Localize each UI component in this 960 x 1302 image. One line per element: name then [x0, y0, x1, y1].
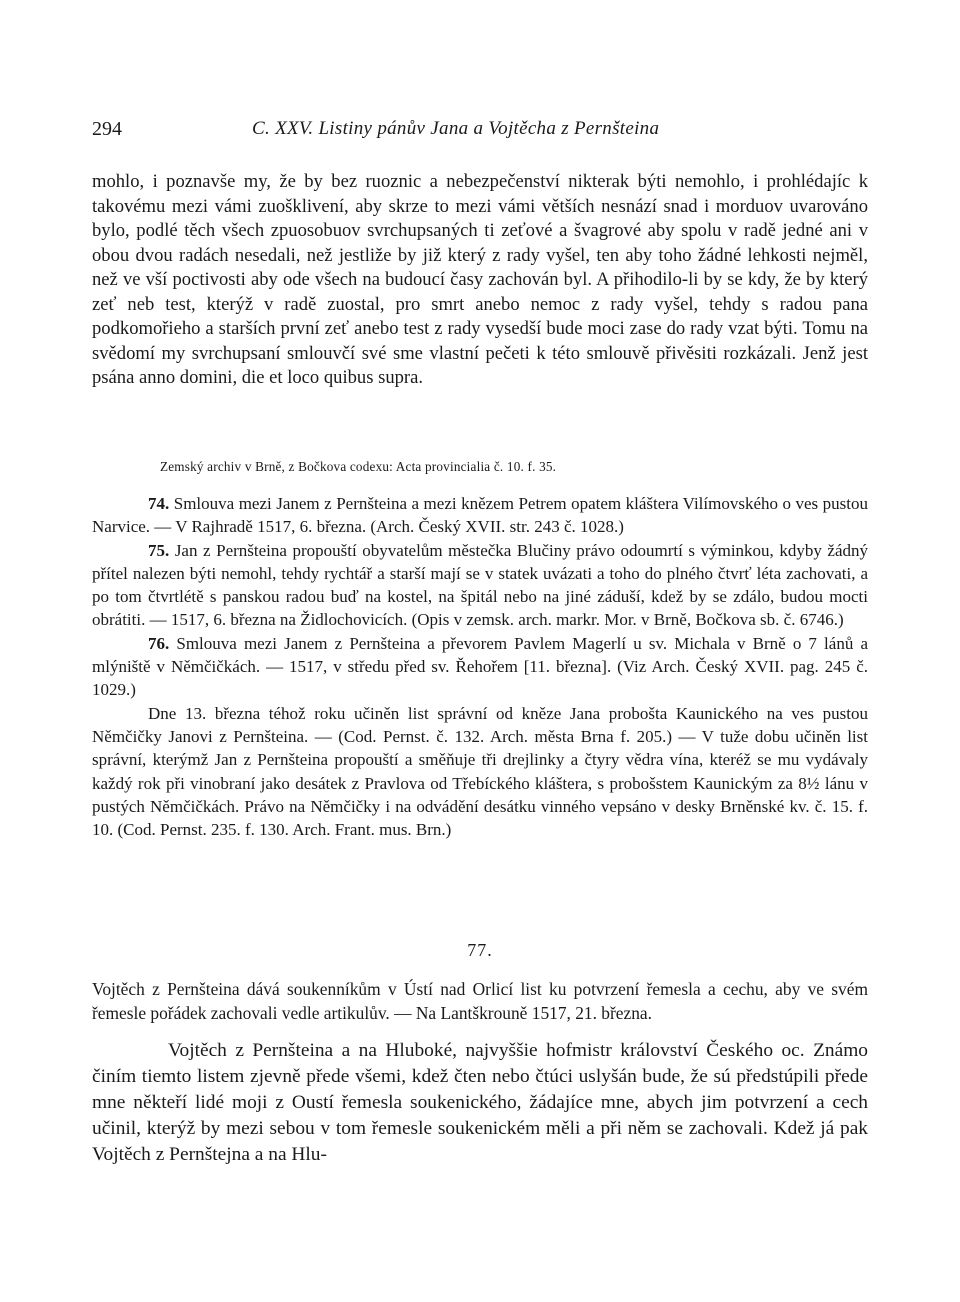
- dne-note: Dne 13. března téhož roku učiněn list správní od kněze Jana probošta Kaunického na ves pustou Němčičky Janovi z Pernšteina. — (Cod. Pernst. č. 132. Arch. města Brna f. 205.) — V tuže dobu učiněn list správní, kterýmž Jan z Pernšteina propouští a směňuje tři drejlinky a čtyry vědra vína, kteréž se mu vydávaly každý rok při vinobraní jako desátek z Pravlova od Třebíckého kláštera, s probošstem Kaunickým za 8½ lánu v pustých Němčičkách. Právo na Němčičky i na odvádění desátku vinného vepsáno v desky Brněnské kv. č. 15. f. 10. (Cod. Pernst. 235. f. 130. Arch. Frant. mus. Brn.): [92, 703, 868, 840]
- running-head: C. XXV. Listiny pánův Jana a Vojtěcha z Pernšteina: [252, 118, 660, 139]
- page-number: 294: [92, 118, 122, 140]
- regest-item: [92, 539, 868, 632]
- regest-number: 76.: [148, 633, 170, 653]
- document-body-block: [92, 1038, 868, 1168]
- regest-number: 74.: [148, 494, 170, 513]
- page-header: [92, 118, 868, 144]
- continuation-block: [92, 170, 868, 391]
- regest-text: Jan z Pernšteina propouští obyvatelům městečka Blučiny právo odoumrtí s výminkou, kdyby žádný přítel nalezen býti nemohl, tehdy rychtář a starší mají se v statek uvázati a toho do plného čtvrť léta zachovati, a po tom čtvrtlétě s panskou radou buď na kostel, na špitál nebo na jiné záduší, kdež by se zdálo, budou mocti obrátiti. — 1517, 6. března na Židlochovicích. (Opis v zemsk. arch. markr. Mor. v Brně, Bočkova sb. č. 6746.): [92, 540, 868, 630]
- document-heading-block: [92, 978, 868, 1025]
- regest-item: [92, 632, 868, 702]
- regest-list: [92, 492, 868, 841]
- source-note-block: [92, 458, 868, 476]
- document-number: 77.: [467, 940, 493, 960]
- regest-text: Smlouva mezi Janem z Pernšteina a mezi knězem Petrem opatem kláštera Vilímovského o ves pustou Narvice. — V Rajhradě 1517, 6. března. (Arch. Český XVII. str. 243 č. 1028.): [92, 494, 868, 537]
- continuation-paragraph: mohlo, i poznavše my, že by bez ruoznic a nebezpečenství nikterak býti nemohlo, i prohlédajíc k takovému mezi vámi zuošklivení, aby skrze to mezi vámi větších nesnází snad i morduov uvarováno bylo, podlé těch všech zpuosobuov svrchupsaných ti zeťové a švagrové aby spolu v radě jedné ani v obou dvou radách nesedali, než jestliže by již který z rady vyšel, ten aby toho žádné lehkosti nejměl, než ve vší poctivosti aby ode všech na budoucí časy zachován byl. A přihodilo-li by se kdy, že by který zeť neb test, kterýž v radě zuostal, pro smrt anebo nemoc z rady vyšel, tehdy s radou pana podkomořieho a starších první zeť anebo test z rady vysedší bude moci zase do rady vzat býti. Tomu na svědomí my svrchupsaní smlouvčí své sme vlastní pečeti k této smlouvě přivěsiti rozkázali. Jenž jest psána anno domini, die et loco quibus supra.: [92, 171, 868, 388]
- regest-number: 75.: [148, 540, 170, 560]
- document-heading: Vojtěch z Pernšteina dává soukenníkům v Ústí nad Orlicí list ku potvrzení řemesla a cechu, aby ve svém řemesle pořádek zachovali vedle artikulův. — Na Lantškrouně 1517, 21. března.: [92, 979, 868, 1023]
- regest-text: Smlouva mezi Janem z Pernšteina a převorem Pavlem Magerlí u sv. Michala v Brně o 7 lánů a mlýniště v Němčičkách. — 1517, v středu před sv. Řehořem [11. března]. (Viz Arch. Český XVII. pag. 245 č. 1029.): [92, 633, 868, 700]
- regest-item: [92, 492, 868, 539]
- source-note: Zemský archiv v Brně, z Bočkova codexu: Acta provincialia č. 10. f. 35.: [160, 459, 557, 474]
- document-body: Vojtěch z Pernšteina a na Hluboké, najvyššie hofmistr království Českého oc. Známo činím tiemto listem zjevně přede všemi, kdež čten nebo čtúci uslyšán bude, že sú předstúpili přede mne někteří lidé moji z Oustí řemesla soukenického, žádajíce mne, abych jim potvrzení a cech učinil, kterýž by mezi sebou v tom řemesle soukenickém měli a při něm se zachovali. Kdež já pak Vojtěch z Pernštejna a na Hlu-: [92, 1040, 868, 1165]
